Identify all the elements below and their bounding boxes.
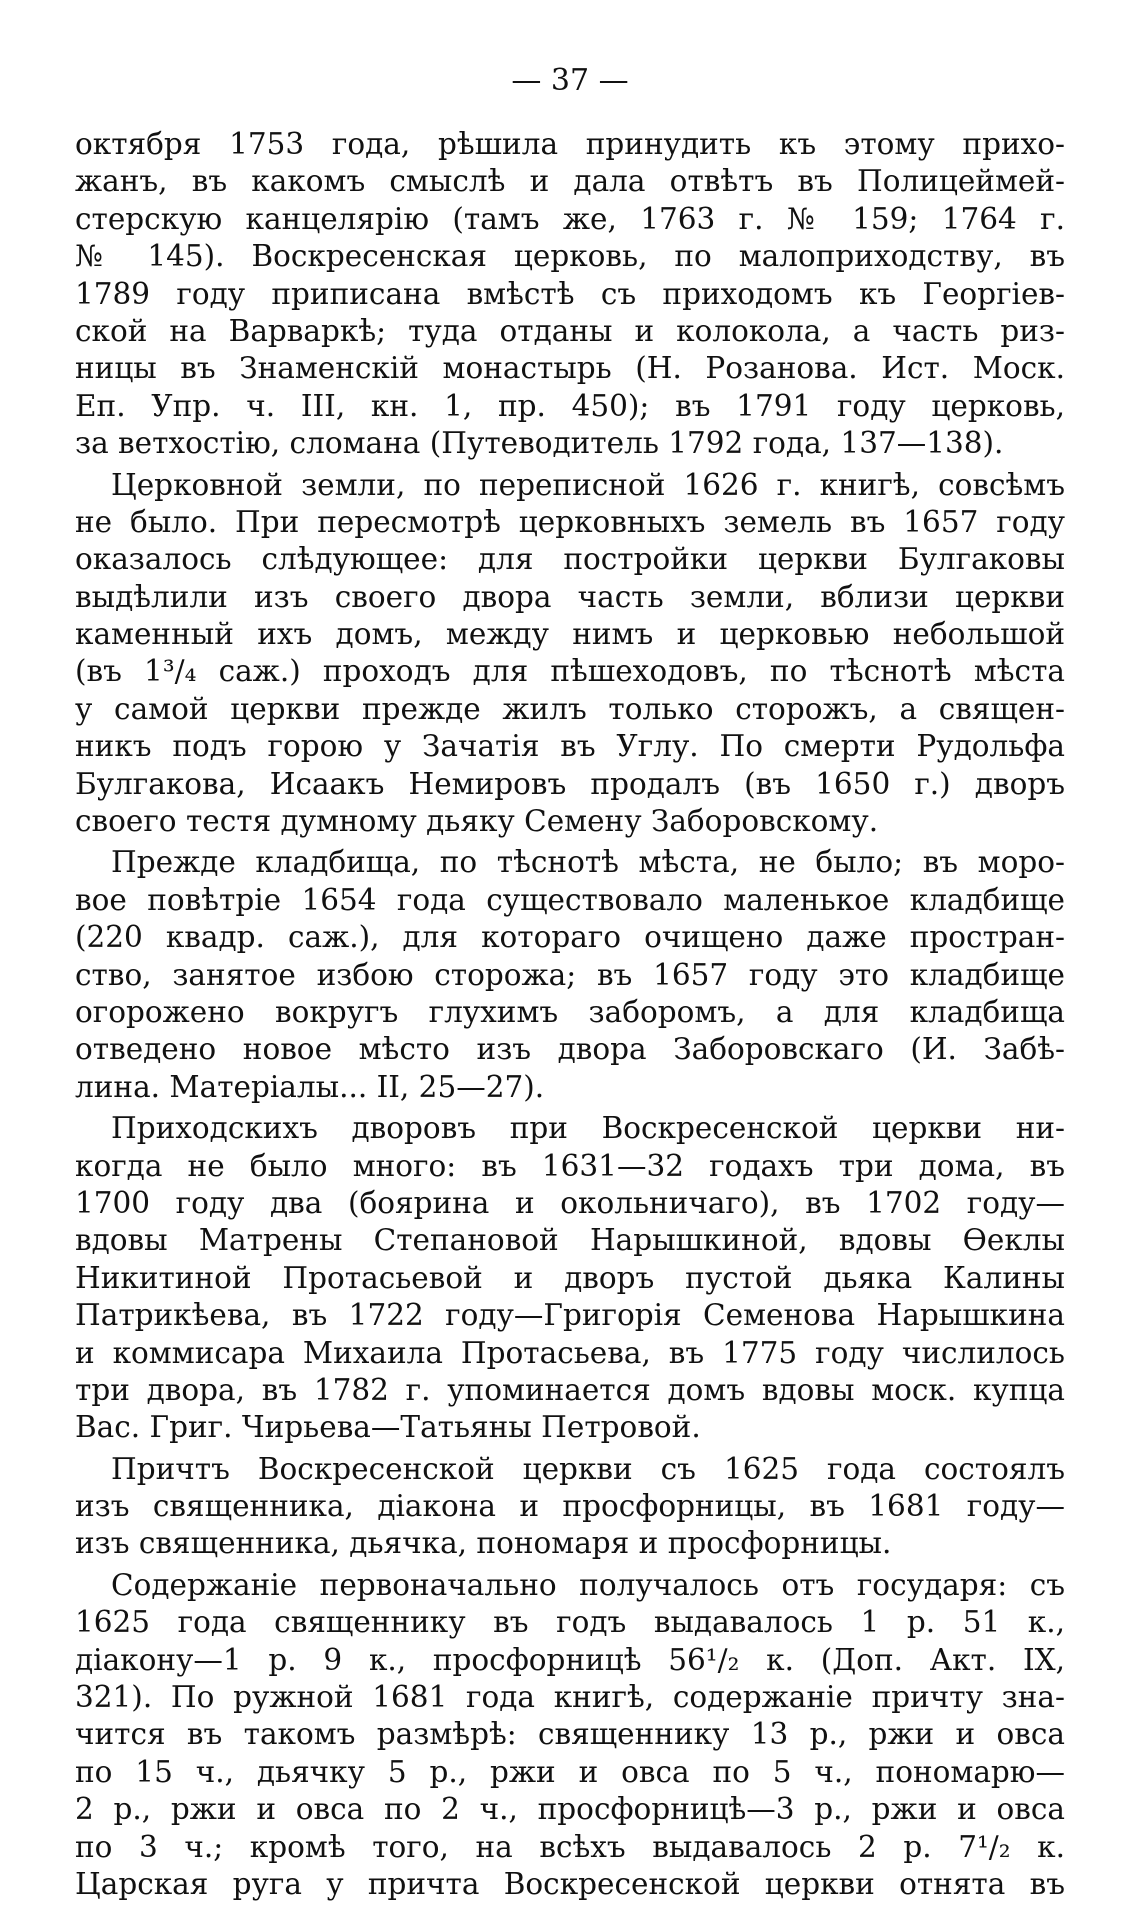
text-line: стерскую канцелярію (тамъ же, 1763 г. № 159; 1764 г.	[75, 201, 1065, 236]
paragraph	[75, 126, 1065, 463]
text-line: вдовы Матрены Степановой Нарышкиной, вдовы Ѳеклы	[75, 1223, 1065, 1258]
text-line: 1625 года священнику въ годъ выдавалось 1 р. 51 к.,	[75, 1605, 1065, 1640]
text-line: Содержаніе первоначально получалось отъ государя: съ	[111, 1567, 1065, 1602]
text-line: изъ священника, діакона и просфорницы, въ 1681 году—	[75, 1489, 1065, 1524]
text-line: ство, занятое избою сторожа; въ 1657 году это кладбище	[75, 957, 1065, 992]
text-line: никъ подъ горою у Зачатія въ Углу. По смерти Рудольфа	[75, 729, 1065, 764]
text-line: Причтъ Воскресенской церкви съ 1625 года состоялъ	[111, 1451, 1065, 1486]
text-line: Церковной земли, по переписной 1626 г. книгѣ, совсѣмъ	[111, 467, 1065, 502]
text-line: по 3 ч.; кромѣ того, на всѣхъ выдавалось 2 р. 7¹/₂ к.	[75, 1829, 1065, 1864]
text-line: каменный ихъ домъ, между нимъ и церковью небольшой	[75, 617, 1065, 652]
text-line: Вас. Григ. Чирьева—Татьяны Петровой.	[75, 1410, 701, 1445]
text-line: Приходскихъ дворовъ при Воскресенской церкви ни-	[111, 1111, 1065, 1146]
text-line: 1789 году приписана вмѣстѣ съ приходомъ къ Георгіев-	[75, 276, 1065, 311]
text-line: выдѣлили изъ своего двора часть земли, вблизи церкви	[75, 579, 1065, 614]
text-line: вое повѣтріе 1654 года существовало маленькое кладбище	[75, 882, 1065, 917]
text-line: Прежде кладбища, по тѣснотѣ мѣста, не было; въ моро-	[111, 845, 1065, 880]
text-line: 321). По ружной 1681 года книгѣ, содержаніе причту зна-	[75, 1680, 1065, 1715]
paragraph	[75, 1567, 1065, 1904]
text-line: оказалось слѣдующее: для постройки церкви Булгаковы	[75, 542, 1065, 577]
paragraph	[75, 844, 1065, 1106]
text-line: ской на Варваркѣ; туда отданы и колокола, а часть риз-	[75, 313, 1065, 348]
paragraph	[75, 1110, 1065, 1447]
text-line: за ветхостію, сломана (Путеводитель 1792 года, 137—138).	[75, 426, 1004, 461]
text-line: Никитиной Протасьевой и дворъ пустой дьяка Калины	[75, 1260, 1065, 1295]
text-line: № 145). Воскресенская церковь, по малоприходству, въ	[75, 239, 1065, 274]
text-line: Патрикѣева, въ 1722 году—Григорія Семенова Нарышкина	[75, 1298, 1065, 1333]
text-line: 1700 году два (боярина и окольничаго), въ 1702 году—	[75, 1185, 1065, 1220]
text-line: отведено новое мѣсто изъ двора Заборовскаго (И. Забѣ-	[75, 1032, 1065, 1067]
text-line: Булгакова, Исаакъ Немировъ продалъ (въ 1650 г.) дворъ	[75, 766, 1065, 801]
text-line: лина. Матеріалы... II, 25—27).	[75, 1069, 545, 1104]
body-text	[75, 126, 1065, 1903]
text-line: діакону—1 р. 9 к., просфорницѣ 56¹/₂ к. (Доп. Акт. IX,	[75, 1642, 1065, 1677]
text-line: у самой церкви прежде жилъ только сторожъ, а священ-	[75, 691, 1065, 726]
paragraph	[75, 467, 1065, 841]
text-line: не было. При пересмотрѣ церковныхъ земель въ 1657 году	[75, 504, 1065, 539]
text-line: чится въ такомъ размѣрѣ: священнику 13 р., ржи и овса	[75, 1717, 1065, 1752]
text-line: октября 1753 года, рѣшила принудить къ этому прихо-	[75, 127, 1065, 161]
text-line: Царская руга у причта Воскресенской церкви отнята въ	[75, 1866, 1065, 1901]
text-line: и коммисара Михаила Протасьева, въ 1775 году числилось	[75, 1335, 1065, 1370]
text-line: огорожено вокругъ глухимъ заборомъ, а для кладбища	[75, 994, 1065, 1029]
text-line: своего тестя думному дьяку Семену Заборовскому.	[75, 804, 879, 839]
page-number: — 37 —	[511, 63, 629, 98]
text-line: три двора, въ 1782 г. упоминается домъ вдовы моск. купца	[75, 1372, 1065, 1407]
text-line: (220 квадр. саж.), для котораго очищено даже простран-	[75, 920, 1065, 955]
text-line: Еп. Упр. ч. III, кн. 1, пр. 450); въ 1791 году церковь,	[75, 388, 1065, 423]
paragraph	[75, 1451, 1065, 1563]
text-line: когда не было много: въ 1631—32 годахъ три дома, въ	[75, 1148, 1065, 1183]
text-line: жанъ, въ какомъ смыслѣ и дала отвѣтъ въ Полицеймей-	[75, 164, 1065, 199]
text-line: по 15 ч., дьячку 5 р., ржи и овса по 5 ч., пономарю—	[75, 1754, 1065, 1789]
text-line: 2 р., ржи и овса по 2 ч., просфорницѣ—3 р., ржи и овса	[75, 1792, 1065, 1827]
text-line: ницы въ Знаменскій монастырь (Н. Розанова. Ист. Моск.	[75, 351, 1065, 386]
text-line: (въ 1³/₄ саж.) проходъ для пѣшеходовъ, по тѣснотѣ мѣста	[75, 654, 1065, 689]
text-line: изъ священника, дьячка, пономаря и просфорницы.	[75, 1526, 892, 1561]
